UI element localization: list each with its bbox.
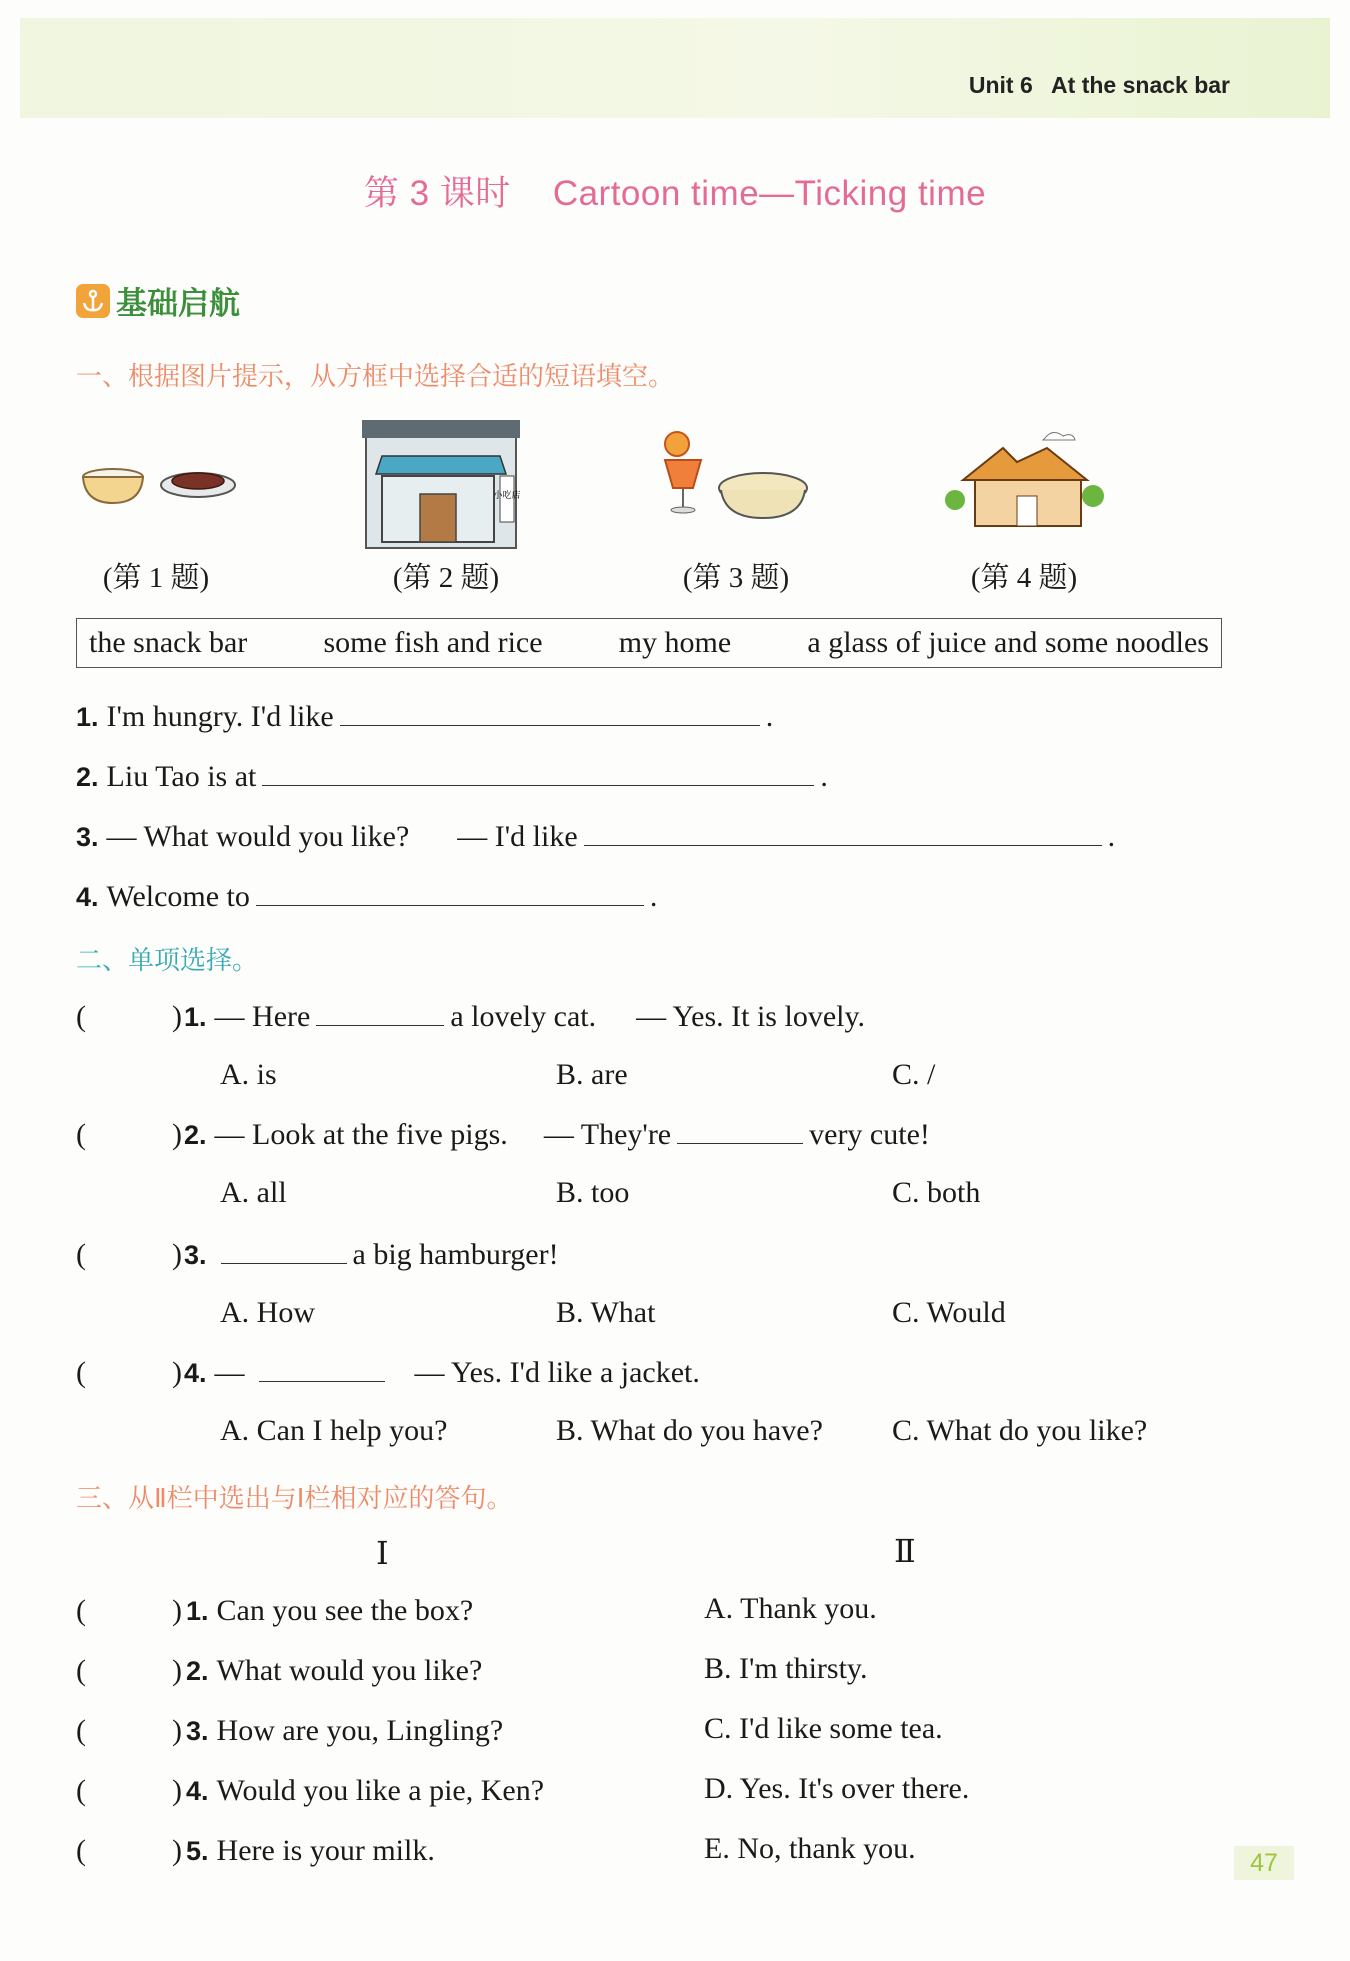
paren-open: ( bbox=[76, 1238, 86, 1271]
answer-blank[interactable] bbox=[256, 904, 644, 906]
option-c: C. both bbox=[892, 1176, 981, 1209]
q3-left-5: ( ) 5. Here is your milk. bbox=[76, 1834, 435, 1867]
rice-and-fish-image bbox=[80, 455, 240, 520]
paren-open: ( bbox=[76, 1118, 86, 1151]
answer-option-e: E. No, thank you. bbox=[704, 1832, 916, 1865]
caption-1: (第 1 题) bbox=[102, 562, 210, 594]
column-1-heading: Ⅰ bbox=[376, 1535, 389, 1571]
q1-item-3 bbox=[76, 820, 1115, 854]
answer-blank[interactable] bbox=[259, 1380, 385, 1382]
shop-sign: 小吃店 bbox=[493, 491, 520, 501]
q3-left-2: ( ) 2. What would you like? bbox=[76, 1654, 483, 1687]
item-text: — Yes. It is lovely. bbox=[636, 1000, 866, 1033]
lesson-name: Cartoon time—Ticking time bbox=[552, 174, 987, 213]
item-end: . bbox=[649, 880, 658, 913]
answer-blank[interactable] bbox=[584, 844, 1102, 846]
paren-close: ) bbox=[172, 1118, 182, 1151]
unit-label: Unit 6 At the snack bar bbox=[968, 72, 1230, 98]
paren-close: ) bbox=[172, 1238, 182, 1271]
option-c: C. Would bbox=[892, 1296, 1006, 1329]
item-number: 4. bbox=[186, 1776, 209, 1806]
option-a: A. all bbox=[220, 1176, 287, 1209]
item-number: 3. bbox=[76, 822, 99, 852]
item-text: What would you like? bbox=[216, 1654, 483, 1687]
word-option: a glass of juice and some noodles bbox=[807, 626, 1209, 659]
item-text-2: — I'd like bbox=[457, 820, 578, 853]
item-number: 2. bbox=[186, 1656, 209, 1686]
q2-heading: 二、单项选择。 bbox=[76, 946, 259, 976]
answer-option-d: D. Yes. It's over there. bbox=[704, 1772, 970, 1805]
item-number: 1. bbox=[76, 702, 99, 732]
item-text: — They're bbox=[543, 1118, 672, 1151]
item-number: 4. bbox=[76, 882, 99, 912]
item-number: 2. bbox=[184, 1120, 207, 1150]
option-b: B. too bbox=[556, 1176, 630, 1209]
option-b: B. What bbox=[556, 1296, 656, 1329]
paren-close: ) bbox=[172, 1000, 182, 1033]
item-text: Welcome to bbox=[106, 880, 250, 913]
item-number: 3. bbox=[184, 1240, 207, 1270]
paren-open: ( bbox=[76, 1356, 86, 1389]
q3-left-3: ( ) 3. How are you, Lingling? bbox=[76, 1714, 504, 1747]
item-text: Liu Tao is at bbox=[106, 760, 257, 793]
q2-item-1 bbox=[76, 1000, 865, 1034]
q3-left-4: ( ) 4. Would you like a pie, Ken? bbox=[76, 1774, 545, 1807]
lesson-number: 第 3 课时 bbox=[363, 174, 511, 213]
item-text: Can you see the box? bbox=[216, 1594, 474, 1627]
item-number: 1. bbox=[186, 1596, 209, 1626]
item-number: 3. bbox=[186, 1716, 209, 1746]
item-number: 5. bbox=[186, 1836, 209, 1866]
item-end: . bbox=[1107, 820, 1116, 853]
item-text: — Yes. I'd like a jacket. bbox=[414, 1356, 700, 1389]
caption-2: (第 2 题) bbox=[392, 562, 500, 594]
item-text: — Here bbox=[214, 1000, 311, 1033]
option-b: B. What do you have? bbox=[556, 1414, 823, 1447]
item-text: a lovely cat. bbox=[450, 1000, 597, 1033]
q2-item-4 bbox=[76, 1356, 700, 1390]
option-c: C. / bbox=[892, 1058, 936, 1091]
lesson-title bbox=[0, 166, 1350, 216]
item-end: . bbox=[820, 760, 828, 793]
option-c: C. What do you like? bbox=[892, 1414, 1148, 1447]
q1-item-4 bbox=[76, 880, 657, 914]
item-text: I'm hungry. I'd like bbox=[106, 700, 334, 733]
header-band bbox=[20, 18, 1330, 118]
q1-item-2 bbox=[76, 760, 828, 794]
answer-blank[interactable] bbox=[677, 1142, 803, 1144]
answer-option-a: A. Thank you. bbox=[704, 1592, 877, 1625]
house-image bbox=[945, 428, 1105, 555]
answer-blank[interactable] bbox=[221, 1262, 347, 1264]
word-option: the snack bar bbox=[89, 626, 248, 659]
option-a: A. is bbox=[220, 1058, 277, 1091]
option-b: B. are bbox=[556, 1058, 628, 1091]
item-text: very cute! bbox=[809, 1118, 930, 1151]
item-text: — Look at the five pigs. bbox=[214, 1118, 508, 1151]
snack-bar-shop-image bbox=[360, 416, 520, 557]
answer-option-c: C. I'd like some tea. bbox=[704, 1712, 943, 1745]
anchor-icon bbox=[76, 284, 110, 318]
item-number: 1. bbox=[184, 1002, 207, 1032]
q3-left-1: ( ) 1. Can you see the box? bbox=[76, 1594, 474, 1627]
item-text: — What would you like? bbox=[106, 820, 410, 853]
answer-blank[interactable] bbox=[262, 784, 814, 786]
answer-blank[interactable] bbox=[340, 724, 760, 726]
answer-option-b: B. I'm thirsty. bbox=[704, 1652, 868, 1685]
item-text: How are you, Lingling? bbox=[216, 1714, 504, 1747]
caption-3: (第 3 题) bbox=[682, 562, 790, 594]
item-text: a big hamburger! bbox=[352, 1238, 559, 1271]
page-number: 47 bbox=[1234, 1846, 1294, 1880]
item-number: 2. bbox=[76, 762, 99, 792]
section-heading bbox=[76, 278, 240, 323]
q1-heading: 一、根据图片提示，从方框中选择合适的短语填空。 bbox=[76, 362, 675, 392]
q3-heading: 三、从Ⅱ栏中选出与Ⅰ栏相对应的答句。 bbox=[76, 1484, 513, 1514]
item-text: Here is your milk. bbox=[216, 1834, 435, 1867]
paren-open: ( bbox=[76, 1000, 86, 1033]
paren-close: ) bbox=[172, 1356, 182, 1389]
q2-item-3 bbox=[76, 1238, 559, 1272]
juice-and-noodles-image bbox=[655, 430, 810, 527]
q2-item-2 bbox=[76, 1118, 930, 1152]
item-end: . bbox=[765, 700, 774, 733]
option-a: A. How bbox=[220, 1296, 315, 1329]
section-label: 基础启航 bbox=[116, 286, 240, 322]
caption-4: (第 4 题) bbox=[970, 562, 1078, 594]
q1-item-1 bbox=[76, 700, 773, 734]
word-option: my home bbox=[618, 626, 732, 659]
item-number: 4. bbox=[184, 1358, 207, 1388]
word-option: some fish and rice bbox=[323, 626, 543, 659]
item-text: — bbox=[214, 1356, 245, 1389]
answer-blank[interactable] bbox=[316, 1024, 444, 1026]
column-2-heading: Ⅱ bbox=[894, 1533, 916, 1569]
option-a: A. Can I help you? bbox=[220, 1414, 448, 1447]
word-box bbox=[76, 618, 1222, 668]
item-text: Would you like a pie, Ken? bbox=[216, 1774, 545, 1807]
